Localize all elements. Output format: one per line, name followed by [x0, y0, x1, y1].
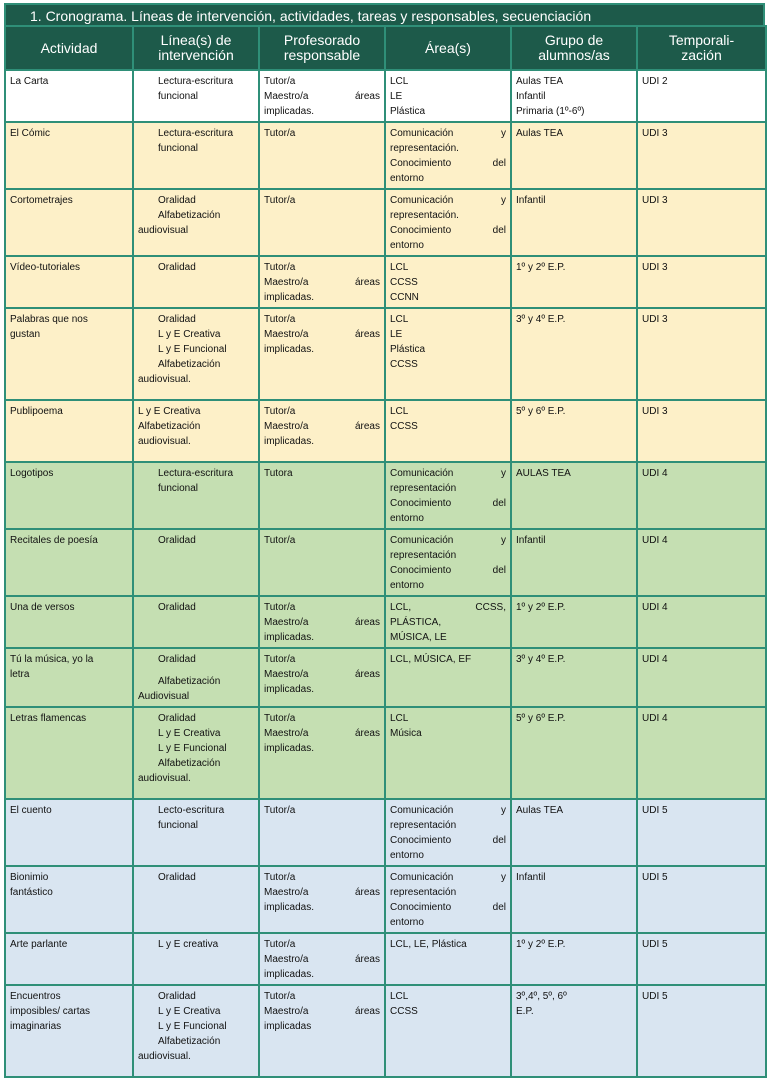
cell-area	[385, 933, 511, 985]
cell-line: Tú la música, yo la	[10, 654, 94, 665]
cell-area	[385, 529, 511, 596]
cell-line: Alfabetización	[158, 359, 221, 370]
header-profesorado: Profesorado responsable	[259, 26, 385, 70]
cell-line: Infantil	[516, 91, 546, 102]
cell-line: L y E Funcional	[158, 344, 227, 355]
table-row	[5, 799, 766, 866]
cell-line: Infantil	[516, 535, 546, 546]
cell-line: L y E Creativa	[138, 406, 201, 417]
cell-line: UDI 5	[642, 991, 668, 1002]
cell-line: UDI 3	[642, 195, 668, 206]
header-row	[5, 26, 766, 70]
table-row	[5, 985, 766, 1077]
cell-line: LE	[390, 329, 403, 340]
cell-profesorado	[259, 707, 385, 799]
cell-actividad	[5, 529, 133, 596]
table-row	[5, 596, 766, 648]
cell-linea	[133, 122, 259, 189]
cell-line: L y E creativa	[158, 939, 219, 950]
cell-line: Tutor/a	[264, 713, 296, 724]
cell-line: Maestro/a áreas	[264, 329, 380, 340]
cell-area	[385, 308, 511, 400]
cell-area	[385, 648, 511, 707]
cell-line: UDI 4	[642, 654, 668, 665]
cell-line: UDI 4	[642, 713, 668, 724]
cell-actividad	[5, 707, 133, 799]
cell-line: 5º y 6º E.P.	[516, 406, 566, 417]
cell-temporalizacion	[637, 596, 766, 648]
cell-temporalizacion	[637, 308, 766, 400]
table-row	[5, 462, 766, 529]
cell-profesorado	[259, 400, 385, 462]
cell-line: Aulas TEA	[516, 128, 564, 139]
cell-linea	[133, 189, 259, 256]
cell-line: implicadas.	[264, 436, 315, 447]
cell-linea	[133, 648, 259, 707]
table-row	[5, 648, 766, 707]
cell-line: imaginarias	[10, 1021, 62, 1032]
table-row	[5, 256, 766, 308]
cell-profesorado	[259, 596, 385, 648]
cell-line: Maestro/a áreas	[264, 669, 380, 680]
cell-line: Conocimiento del	[390, 835, 506, 846]
cell-line: representación.	[390, 143, 459, 154]
cell-linea	[133, 799, 259, 866]
cell-line: Tutor/a	[264, 195, 296, 206]
cell-line: Tutor/a	[264, 872, 296, 883]
cell-line: Música	[390, 728, 422, 739]
cell-area	[385, 256, 511, 308]
cell-line: representación	[390, 887, 457, 898]
cell-line: Primaria (1º-6º)	[516, 106, 585, 117]
cell-line: Alfabetización	[158, 210, 221, 221]
cell-line: Conocimiento del	[390, 902, 506, 913]
cell-grupo	[511, 933, 637, 985]
cell-line: Letras flamencas	[10, 713, 87, 724]
cell-line: LCL	[390, 406, 409, 417]
cell-temporalizacion	[637, 866, 766, 933]
cell-line: Tutora	[264, 468, 293, 479]
cell-profesorado	[259, 529, 385, 596]
cell-profesorado	[259, 985, 385, 1077]
cell-line: Publipoema	[10, 406, 63, 417]
cell-line: LCL, MÚSICA, EF	[390, 654, 472, 665]
cell-line: L y E Creativa	[158, 1006, 221, 1017]
cell-line: Comunicación y	[390, 805, 506, 816]
cell-profesorado	[259, 648, 385, 707]
cell-actividad	[5, 70, 133, 122]
cell-line: CCSS	[390, 421, 418, 432]
cell-line: Comunicación y	[390, 535, 506, 546]
cell-line: Lectura-escritura	[158, 128, 234, 139]
cell-line: implicadas.	[264, 344, 315, 355]
cell-linea	[133, 70, 259, 122]
cell-line: UDI 3	[642, 128, 668, 139]
header-grupo: Grupo de alumnos/as	[511, 26, 637, 70]
cell-linea	[133, 866, 259, 933]
cell-line: audiovisual.	[138, 1051, 191, 1062]
cell-profesorado	[259, 866, 385, 933]
cell-profesorado	[259, 462, 385, 529]
cell-area	[385, 122, 511, 189]
table-row	[5, 122, 766, 189]
cell-profesorado	[259, 189, 385, 256]
cell-temporalizacion	[637, 933, 766, 985]
cell-line: 3º,4º, 5º, 6º	[516, 991, 567, 1002]
cell-area	[385, 400, 511, 462]
cell-actividad	[5, 122, 133, 189]
cell-line: Comunicación y	[390, 872, 506, 883]
cell-temporalizacion	[637, 462, 766, 529]
cell-area	[385, 462, 511, 529]
cell-line: L y E Creativa	[158, 329, 221, 340]
cell-area	[385, 985, 511, 1077]
cell-line: CCSS	[390, 359, 418, 370]
cell-grupo	[511, 985, 637, 1077]
cell-actividad	[5, 308, 133, 400]
cell-line: entorno	[390, 240, 424, 251]
cell-line: Maestro/a áreas	[264, 728, 380, 739]
cell-actividad	[5, 596, 133, 648]
table-title: 1. Cronograma. Líneas de intervención, actividades, tareas y responsables, secuenciación	[4, 3, 765, 25]
cell-line: Comunicación y	[390, 128, 506, 139]
cell-temporalizacion	[637, 799, 766, 866]
cell-line: Infantil	[516, 195, 546, 206]
cell-actividad	[5, 189, 133, 256]
cell-line: audiovisual.	[138, 773, 191, 784]
cell-line: LCL	[390, 713, 409, 724]
cell-line: funcional	[158, 143, 199, 154]
cell-grupo	[511, 308, 637, 400]
cell-area	[385, 707, 511, 799]
cell-line: funcional	[158, 483, 199, 494]
cell-line: Bionimio	[10, 872, 49, 883]
cell-line: UDI 2	[642, 76, 668, 87]
cell-line: UDI 5	[642, 872, 668, 883]
cell-line: implicadas.	[264, 902, 315, 913]
cell-line: UDI 3	[642, 406, 668, 417]
cell-line: 5º y 6º E.P.	[516, 713, 566, 724]
cell-line: UDI 5	[642, 939, 668, 950]
cell-line: Oralidad	[158, 654, 196, 665]
cell-line: Maestro/a áreas	[264, 91, 380, 102]
cell-line: Tutor/a	[264, 76, 296, 87]
cell-line: entorno	[390, 917, 424, 928]
cell-line: Maestro/a áreas	[264, 954, 380, 965]
cell-line: Arte parlante	[10, 939, 68, 950]
cell-grupo	[511, 70, 637, 122]
cell-profesorado	[259, 308, 385, 400]
cell-line: implicadas.	[264, 684, 315, 695]
cell-line: CCSS	[390, 277, 418, 288]
cell-actividad	[5, 933, 133, 985]
cell-line: Tutor/a	[264, 314, 296, 325]
cell-grupo	[511, 122, 637, 189]
cell-line: Tutor/a	[264, 262, 296, 273]
cell-line: fantástico	[10, 887, 53, 898]
cell-line: Alfabetización	[158, 1036, 221, 1047]
cell-line: Tutor/a	[264, 406, 296, 417]
cell-line: 1º y 2º E.P.	[516, 939, 566, 950]
cell-line: Tutor/a	[264, 805, 296, 816]
cell-grupo	[511, 400, 637, 462]
table-row	[5, 529, 766, 596]
cell-temporalizacion	[637, 985, 766, 1077]
cell-line: funcional	[158, 91, 199, 102]
cell-temporalizacion	[637, 189, 766, 256]
cell-line: CCNN	[390, 292, 419, 303]
cell-line: UDI 4	[642, 602, 668, 613]
cell-line: Maestro/a áreas	[264, 617, 380, 628]
cell-grupo	[511, 529, 637, 596]
cell-grupo	[511, 256, 637, 308]
cell-line: Conocimiento del	[390, 565, 506, 576]
cell-line: LCL	[390, 262, 409, 273]
table-row	[5, 933, 766, 985]
cell-line: LE	[390, 91, 403, 102]
cell-line: audiovisual.	[138, 374, 191, 385]
cell-line: Tutor/a	[264, 602, 296, 613]
cell-area	[385, 189, 511, 256]
cell-line: implicadas.	[264, 743, 315, 754]
cell-temporalizacion	[637, 529, 766, 596]
cell-line: Maestro/a áreas	[264, 1006, 380, 1017]
cell-grupo	[511, 189, 637, 256]
cell-line: implicadas.	[264, 969, 315, 980]
cell-grupo	[511, 596, 637, 648]
cell-line: Oralidad	[158, 262, 196, 273]
header-temporalizacion: Temporali- zación	[637, 26, 766, 70]
cell-actividad	[5, 256, 133, 308]
cell-line: UDI 4	[642, 468, 668, 479]
cell-line: Maestro/a áreas	[264, 277, 380, 288]
cell-area	[385, 799, 511, 866]
cell-line: LCL	[390, 991, 409, 1002]
cell-line: LCL	[390, 314, 409, 325]
cell-line: Plástica	[390, 344, 426, 355]
cell-temporalizacion	[637, 70, 766, 122]
cell-line: Tutor/a	[264, 991, 296, 1002]
cell-actividad	[5, 985, 133, 1077]
cell-line: Cortometrajes	[10, 195, 73, 206]
cell-profesorado	[259, 256, 385, 308]
cell-line: representación	[390, 820, 457, 831]
cell-profesorado	[259, 933, 385, 985]
cell-profesorado	[259, 799, 385, 866]
cell-line: Una de versos	[10, 602, 75, 613]
cell-linea	[133, 400, 259, 462]
cell-line: UDI 3	[642, 262, 668, 273]
cell-linea	[133, 462, 259, 529]
cell-line: UDI 3	[642, 314, 668, 325]
cell-line: Plástica	[390, 106, 426, 117]
cell-grupo	[511, 648, 637, 707]
cell-grupo	[511, 462, 637, 529]
cell-line: entorno	[390, 580, 424, 591]
cell-line: Encuentros	[10, 991, 61, 1002]
cell-line: 1º y 2º E.P.	[516, 602, 566, 613]
cell-area	[385, 866, 511, 933]
cell-line: entorno	[390, 850, 424, 861]
cell-line: Lectura-escritura	[158, 468, 234, 479]
cell-line: UDI 4	[642, 535, 668, 546]
cell-actividad	[5, 799, 133, 866]
cell-line: 1º y 2º E.P.	[516, 262, 566, 273]
header-area: Área(s)	[385, 26, 511, 70]
cell-line: representación	[390, 550, 457, 561]
cell-actividad	[5, 462, 133, 529]
cell-actividad	[5, 648, 133, 707]
cell-line: implicadas.	[264, 292, 315, 303]
cell-line: Oralidad	[158, 872, 196, 883]
cell-line: implicadas	[264, 1021, 312, 1032]
cell-line: Tutor/a	[264, 535, 296, 546]
cell-line: Vídeo-tutoriales	[10, 262, 81, 273]
cell-grupo	[511, 799, 637, 866]
cell-line: Oralidad	[158, 602, 196, 613]
cell-grupo	[511, 866, 637, 933]
cell-area	[385, 70, 511, 122]
cell-line: Comunicación y	[390, 468, 506, 479]
cell-line: Oralidad	[158, 991, 196, 1002]
cell-line: Logotipos	[10, 468, 54, 479]
cell-line: 3º y 4º E.P.	[516, 314, 566, 325]
table-row	[5, 707, 766, 799]
cell-line: LCL, CCSS,	[390, 602, 506, 613]
cell-line: UDI 5	[642, 805, 668, 816]
cell-linea	[133, 707, 259, 799]
cell-line: LCL, LE, Plástica	[390, 939, 467, 950]
cell-line: El cuento	[10, 805, 52, 816]
cell-line: CCSS	[390, 1006, 418, 1017]
cell-temporalizacion	[637, 648, 766, 707]
cell-line: Tutor/a	[264, 939, 296, 950]
cell-line: Conocimiento del	[390, 225, 506, 236]
cell-line: entorno	[390, 173, 424, 184]
cell-linea	[133, 933, 259, 985]
cell-grupo	[511, 707, 637, 799]
cell-line	[138, 667, 254, 674]
cell-linea	[133, 596, 259, 648]
cell-line: Oralidad	[158, 195, 196, 206]
cell-line: representación	[390, 483, 457, 494]
schedule-table	[4, 25, 767, 1078]
cell-profesorado	[259, 122, 385, 189]
cell-line: Comunicación y	[390, 195, 506, 206]
cell-line: Audiovisual	[138, 691, 190, 702]
cell-line: L y E Creativa	[158, 728, 221, 739]
cell-line: PLÁSTICA,	[390, 617, 442, 628]
cell-line: L y E Funcional	[158, 743, 227, 754]
cell-line: Recitales de poesía	[10, 535, 98, 546]
cell-linea	[133, 985, 259, 1077]
cell-line: audiovisual.	[138, 436, 191, 447]
cell-line: AULAS TEA	[516, 468, 571, 479]
table-body	[5, 70, 766, 1077]
cell-line: implicadas.	[264, 106, 315, 117]
cell-line: Maestro/a áreas	[264, 421, 380, 432]
header-actividad: Actividad	[5, 26, 133, 70]
cell-line: Palabras que nos	[10, 314, 88, 325]
cell-line: Aulas TEA	[516, 76, 564, 87]
table-row	[5, 400, 766, 462]
cell-line: Conocimiento del	[390, 498, 506, 509]
table-row	[5, 308, 766, 400]
cell-line: Oralidad	[158, 535, 196, 546]
cell-line: La Carta	[10, 76, 49, 87]
cell-line: E.P.	[516, 1006, 534, 1017]
table-row	[5, 70, 766, 122]
schedule-document	[4, 3, 765, 1078]
cell-line: representación.	[390, 210, 459, 221]
cell-line: Alfabetización	[158, 676, 221, 687]
cell-line: Aulas TEA	[516, 805, 564, 816]
cell-line: MÚSICA, LE	[390, 632, 447, 643]
cell-line: LCL	[390, 76, 409, 87]
cell-profesorado	[259, 70, 385, 122]
cell-line: Alfabetización	[158, 758, 221, 769]
table-row	[5, 189, 766, 256]
cell-actividad	[5, 400, 133, 462]
cell-line: letra	[10, 669, 30, 680]
cell-line: Oralidad	[158, 713, 196, 724]
cell-line: L y E Funcional	[158, 1021, 227, 1032]
cell-line: Alfabetización	[138, 421, 201, 432]
cell-line: El Cómic	[10, 128, 51, 139]
cell-line: Infantil	[516, 872, 546, 883]
cell-line: Tutor/a	[264, 128, 296, 139]
cell-linea	[133, 529, 259, 596]
cell-line: Lecto-escritura	[158, 805, 225, 816]
cell-line: audiovisual	[138, 225, 189, 236]
table-row	[5, 866, 766, 933]
cell-line: Oralidad	[158, 314, 196, 325]
cell-line: funcional	[158, 820, 199, 831]
cell-linea	[133, 256, 259, 308]
cell-actividad	[5, 866, 133, 933]
cell-line: gustan	[10, 329, 41, 340]
cell-linea	[133, 308, 259, 400]
cell-temporalizacion	[637, 122, 766, 189]
cell-line: implicadas.	[264, 632, 315, 643]
cell-line: 3º y 4º E.P.	[516, 654, 566, 665]
cell-line: Maestro/a áreas	[264, 887, 380, 898]
cell-area	[385, 596, 511, 648]
header-linea: Línea(s) de intervención	[133, 26, 259, 70]
cell-line: Tutor/a	[264, 654, 296, 665]
cell-line: Conocimiento del	[390, 158, 506, 169]
cell-line: imposibles/ cartas	[10, 1006, 91, 1017]
cell-line: Lectura-escritura	[158, 76, 234, 87]
cell-temporalizacion	[637, 707, 766, 799]
cell-temporalizacion	[637, 256, 766, 308]
cell-line: entorno	[390, 513, 424, 524]
cell-temporalizacion	[637, 400, 766, 462]
